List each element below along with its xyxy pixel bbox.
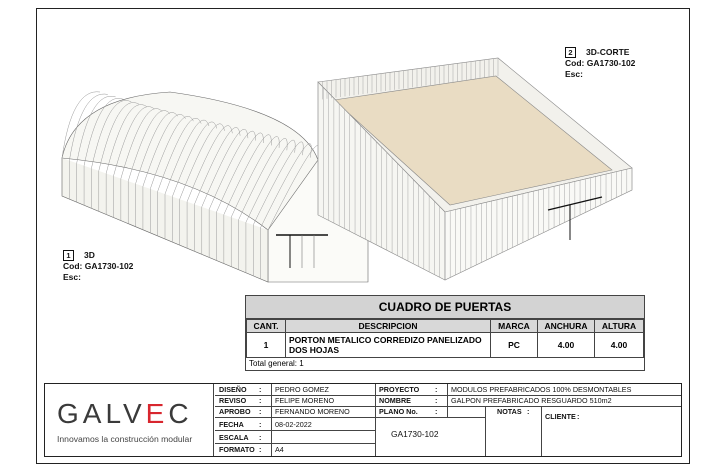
label-diseno: DISEÑO <box>219 385 247 394</box>
header-marca: MARCA <box>491 320 538 333</box>
header-descripcion: DESCRIPCION <box>286 320 491 333</box>
view-title: 3D-CORTE <box>586 47 630 57</box>
value-diseno: PEDRO GOMEZ <box>275 385 329 394</box>
label-escala: ESCALA <box>219 433 249 442</box>
doors-schedule-title: CUADRO DE PUERTAS <box>246 296 644 319</box>
title-block-grid: DISEÑO : PEDRO GOMEZ REVISO : FELIPE MORENO APROBO : FERNANDO MORENO FECHA : 08-02-2022 ESCALA : FORMATO : A4 PROYECTO : MODULOS PREFABRICADOS 100% DESMONTABLES NOMBRE : GALPON PREFABRICADO RESGUARDO 510m2 PLANO No. : GA1730-102 NOTAS : CLIENTE : <box>215 384 681 456</box>
desc-line-1: PORTON METALICO CORREDIZO PANELIZADO <box>289 335 482 345</box>
label-fecha: FECHA <box>219 420 244 429</box>
label-reviso: REVISO <box>219 396 247 405</box>
value-fecha: 08-02-2022 <box>275 420 312 429</box>
esc-label: Esc: <box>565 69 583 79</box>
value-formato: A4 <box>275 445 284 454</box>
value-proyecto: MODULOS PREFABRICADOS 100% DESMONTABLES <box>451 385 632 394</box>
title-block <box>44 383 682 457</box>
header-anchura: ANCHURA <box>538 320 595 333</box>
cell-cant: 1 <box>247 333 286 358</box>
cod-label: Cod: <box>565 58 585 68</box>
doors-table <box>246 319 644 358</box>
desc-line-2: DOS HOJAS <box>289 345 340 355</box>
doors-schedule <box>245 295 645 371</box>
view-label-3d <box>63 250 133 283</box>
logo-tagline: Innovamos la construcción modular <box>57 434 193 444</box>
cod-value: GA1730-102 <box>586 58 636 68</box>
galvec-logo <box>45 384 213 456</box>
label-plano: PLANO No. <box>379 407 418 416</box>
view-label-3d-corte <box>565 47 635 80</box>
value-plano: GA1730-102 <box>391 429 439 439</box>
header-cant: CANT. <box>247 320 286 333</box>
view-number: 2 <box>565 47 576 58</box>
logo-wordmark: GALVEC <box>57 398 193 429</box>
table-row <box>247 333 644 358</box>
cod-label: Cod: <box>63 261 83 271</box>
view-title: 3D <box>84 250 95 260</box>
cod-value: GA1730-102 <box>84 261 134 271</box>
label-cliente: CLIENTE <box>545 412 576 421</box>
total-general: Total general: 1 <box>249 359 304 368</box>
value-nombre: GALPON PREFABRICADO RESGUARDO 510m2 <box>451 396 612 405</box>
view-number: 1 <box>63 250 74 261</box>
header-altura: ALTURA <box>595 320 644 333</box>
cell-anchura: 4.00 <box>538 333 595 358</box>
cell-altura: 4.00 <box>595 333 644 358</box>
cell-descripcion <box>286 333 491 358</box>
label-formato: FORMATO <box>219 445 255 454</box>
cell-marca: PC <box>491 333 538 358</box>
value-aprobo: FERNANDO MORENO <box>275 407 350 416</box>
label-aprobo: APROBO <box>219 407 251 416</box>
label-notas: NOTAS <box>497 407 522 416</box>
label-proyecto: PROYECTO <box>379 385 420 394</box>
value-reviso: FELIPE MORENO <box>275 396 335 405</box>
esc-label: Esc: <box>63 272 81 282</box>
label-nombre: NOMBRE <box>379 396 411 405</box>
